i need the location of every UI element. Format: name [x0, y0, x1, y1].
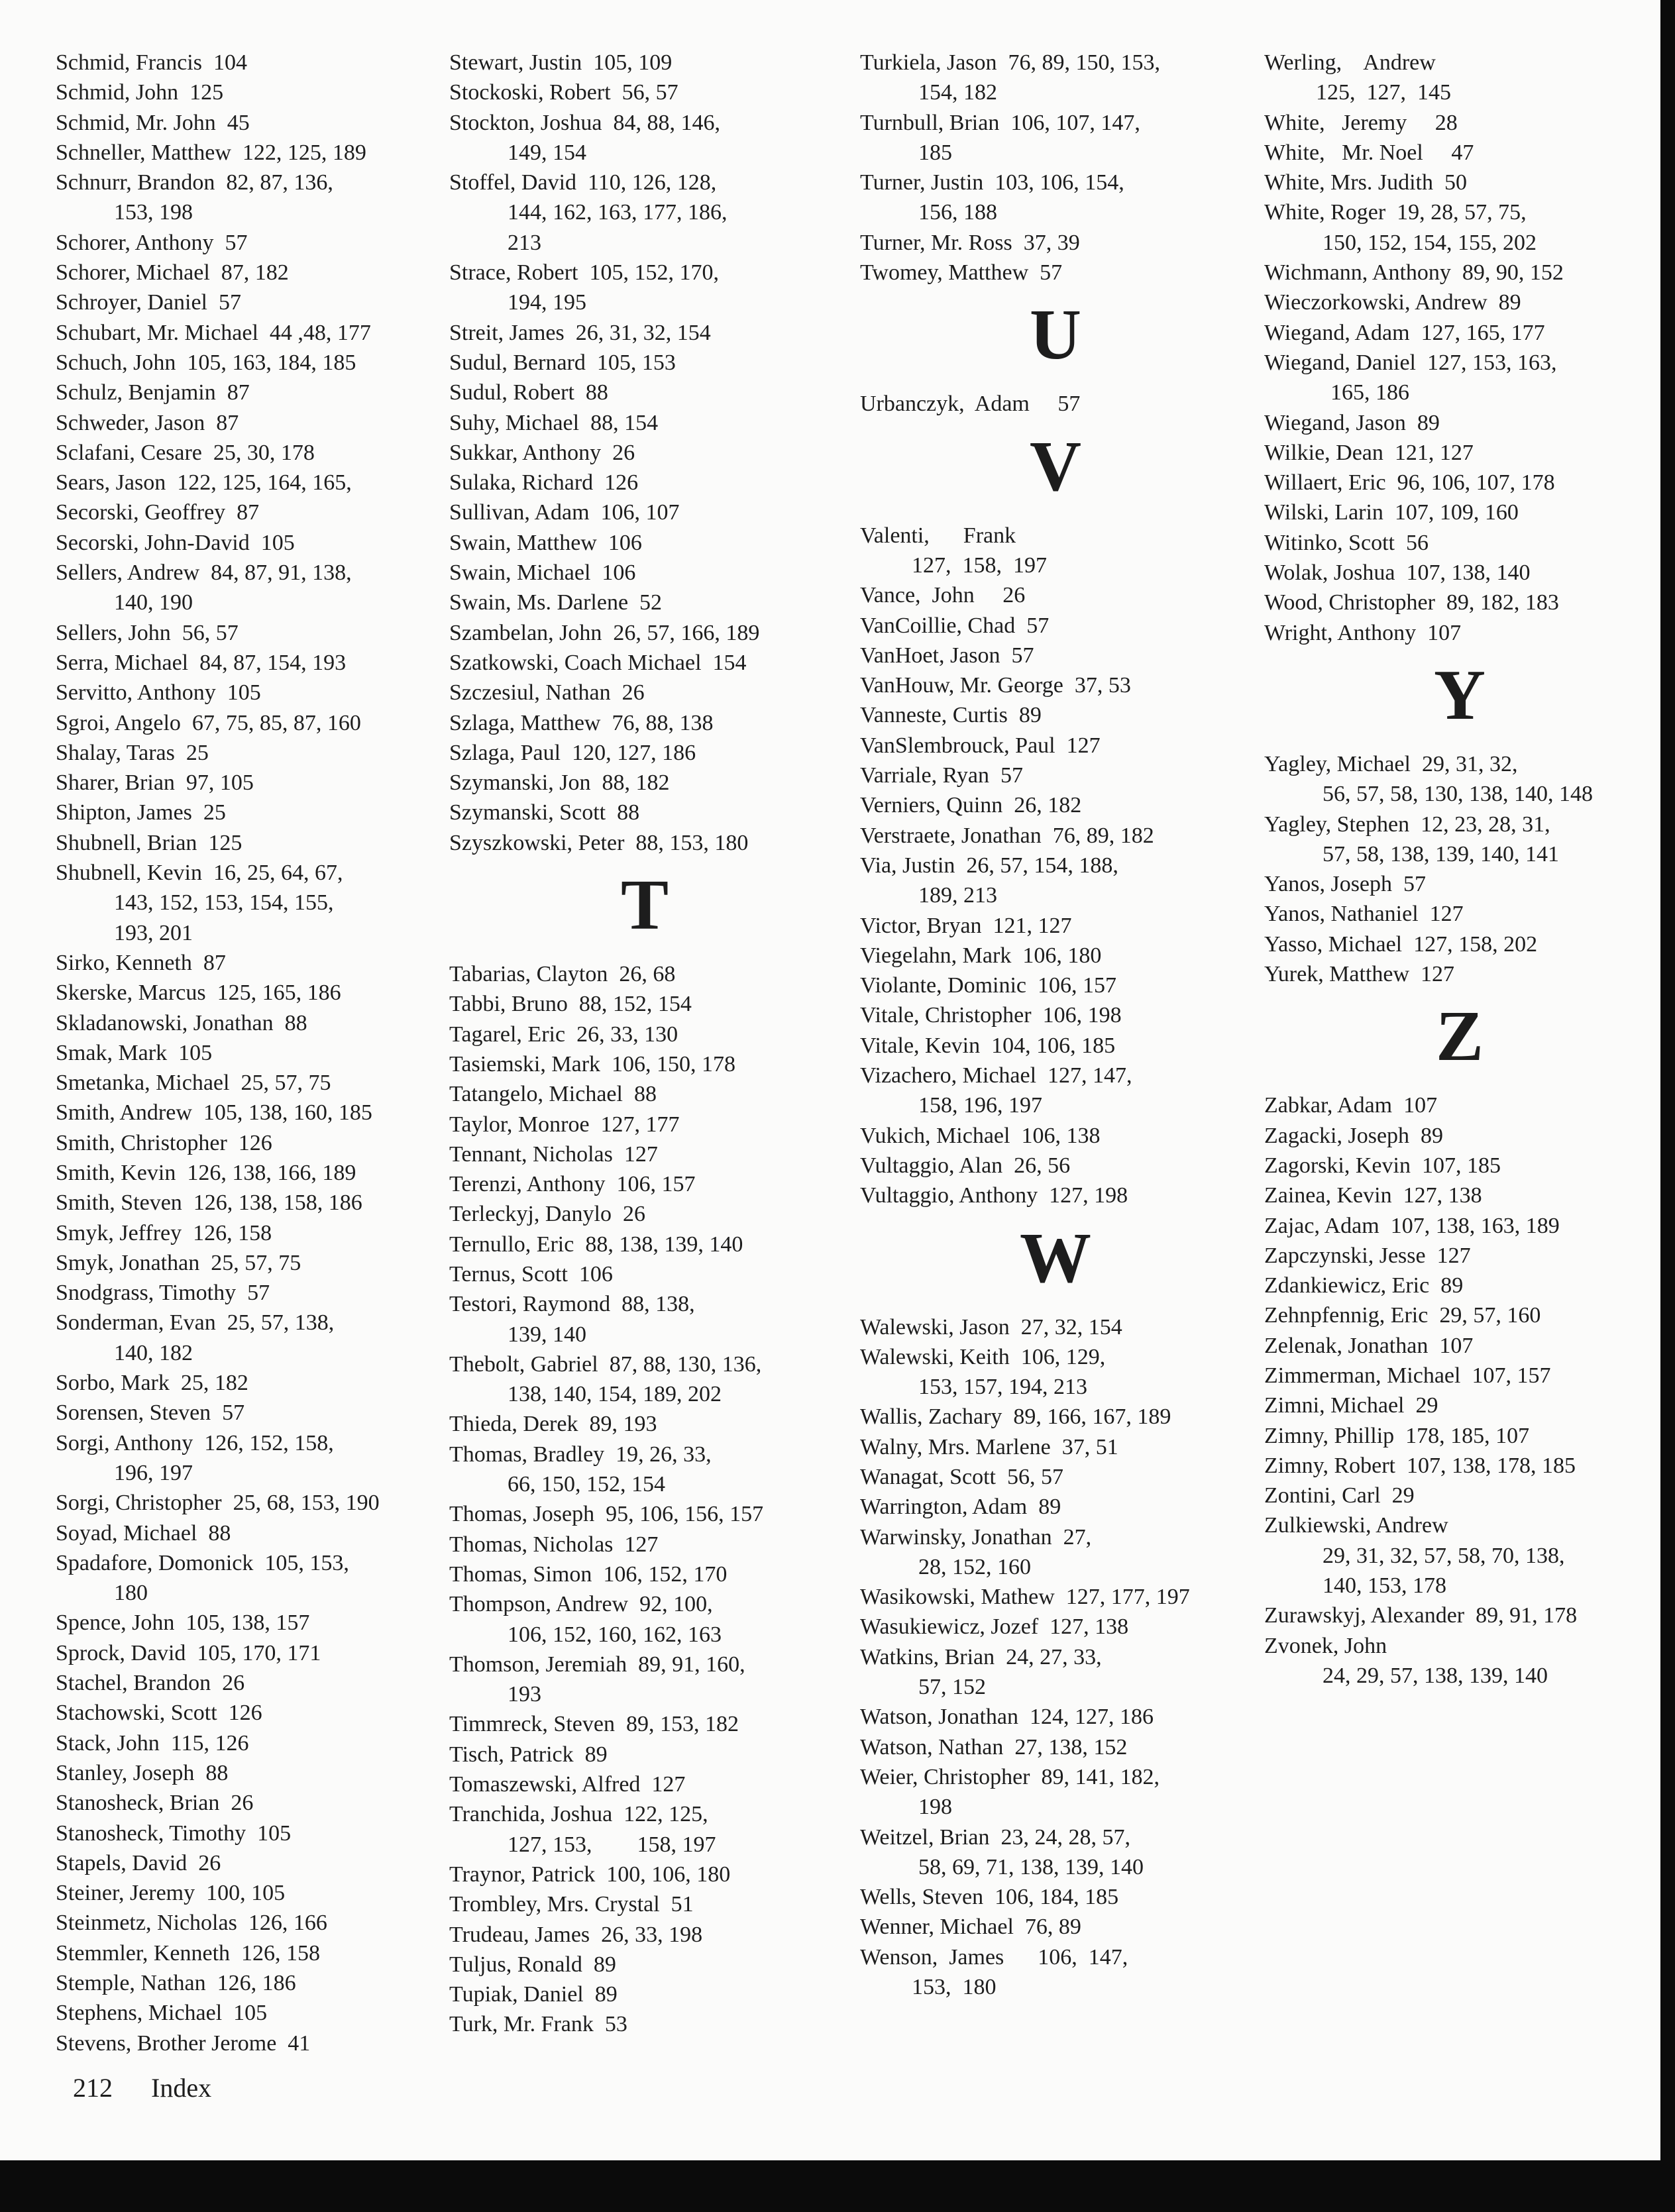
index-entry: Yasso, Michael 127, 158, 202 — [1264, 931, 1538, 957]
index-entry: Yagley, Stephen 12, 23, 28, 31, — [1264, 812, 1550, 837]
index-entry: 194, 195 — [508, 290, 586, 315]
index-entry: Watkins, Brian 24, 27, 33, — [860, 1644, 1102, 1669]
section-letter: U — [1030, 295, 1081, 375]
index-entry: 154, 182 — [918, 80, 997, 105]
index-entry: Sudul, Bernard 105, 153 — [449, 350, 676, 375]
index-entry: Szyszkowski, Peter 88, 153, 180 — [449, 830, 749, 855]
index-entry: 153, 157, 194, 213 — [918, 1375, 1087, 1400]
index-entry: VanCoillie, Chad 57 — [860, 613, 1050, 638]
page-footer — [73, 2072, 211, 2103]
index-entry: Wasukiewicz, Jozef 127, 138 — [860, 1614, 1129, 1640]
page-number: 212 — [73, 2073, 113, 2103]
index-entry: Stephens, Michael 105 — [56, 2001, 268, 2026]
index-entry: Stanley, Joseph 88 — [56, 1760, 229, 1785]
index-entry: Schneller, Matthew 122, 125, 189 — [56, 140, 366, 165]
index-entry: Wichmann, Anthony 89, 90, 152 — [1264, 260, 1564, 286]
index-entry: Vultaggio, Alan 26, 56 — [860, 1153, 1071, 1178]
index-entry: Zimny, Robert 107, 138, 178, 185 — [1264, 1453, 1576, 1478]
index-entry: Verstraete, Jonathan 76, 89, 182 — [860, 823, 1154, 848]
index-entry: Weier, Christopher 89, 141, 182, — [860, 1764, 1160, 1789]
index-entry: Trombley, Mrs. Crystal 51 — [449, 1892, 694, 1917]
index-entry: Thomas, Simon 106, 152, 170 — [449, 1561, 728, 1587]
index-entry: Schubart, Mr. Michael 44 ,48, 177 — [56, 320, 371, 345]
index-entry: Steinmetz, Nicholas 126, 166 — [56, 1911, 327, 1936]
index-entry: Sirko, Kenneth 87 — [56, 950, 226, 975]
index-entry: Tasiemski, Mark 106, 150, 178 — [449, 1051, 736, 1077]
index-entry: 140, 153, 178 — [1323, 1573, 1446, 1599]
index-entry: 149, 154 — [508, 140, 586, 165]
index-entry: 153, 180 — [912, 1975, 997, 2000]
index-entry: Victor, Bryan 121, 127 — [860, 913, 1072, 938]
index-entry: Thebolt, Gabriel 87, 88, 130, 136, — [449, 1351, 762, 1377]
index-entry: Vitale, Christopher 106, 198 — [860, 1003, 1122, 1028]
index-entry: Timmreck, Steven 89, 153, 182 — [449, 1712, 739, 1737]
index-entry: Sorbo, Mark 25, 182 — [56, 1371, 248, 1396]
index-entry: Schuch, John 105, 163, 184, 185 — [56, 350, 356, 375]
index-entry: 180 — [114, 1581, 148, 1606]
index-entry: Zimni, Michael 29 — [1264, 1393, 1438, 1418]
index-entry: Ternullo, Eric 88, 138, 139, 140 — [449, 1232, 743, 1257]
index-entry: Traynor, Patrick 100, 106, 180 — [449, 1862, 731, 1887]
index-entry: Zehnpfennig, Eric 29, 57, 160 — [1264, 1303, 1541, 1328]
index-entry: 56, 57, 58, 130, 138, 140, 148 — [1323, 782, 1593, 807]
index-entry: Smetanka, Michael 25, 57, 75 — [56, 1071, 331, 1096]
index-entry: Warrington, Adam 89 — [860, 1495, 1061, 1520]
index-entry: 185 — [918, 140, 952, 165]
index-entry: VanHouw, Mr. George 37, 53 — [860, 673, 1131, 698]
index-entry: Soyad, Michael 88 — [56, 1520, 231, 1546]
index-entry: VanHoet, Jason 57 — [860, 643, 1034, 668]
index-entry: Zurawskyj, Alexander 89, 91, 178 — [1264, 1603, 1578, 1628]
index-entry: Vance, John 26 — [860, 583, 1026, 608]
index-entry: Szymanski, Jon 88, 182 — [449, 770, 670, 796]
index-entry: Zagorski, Kevin 107, 185 — [1264, 1153, 1501, 1178]
index-entry: Secorski, Geoffrey 87 — [56, 500, 260, 525]
index-entry: Szatkowski, Coach Michael 154 — [449, 650, 747, 675]
index-entry: Tisch, Patrick 89 — [449, 1742, 608, 1767]
index-entry: Zagacki, Joseph 89 — [1264, 1123, 1444, 1148]
index-entry: Schmid, John 125 — [56, 80, 224, 105]
index-entry: Zimny, Phillip 178, 185, 107 — [1264, 1423, 1530, 1448]
index-entry: Urbanczyk, Adam 57 — [860, 392, 1081, 417]
index-entry: 125, 127, 145 — [1316, 80, 1451, 105]
index-entry: Schorer, Anthony 57 — [56, 230, 248, 255]
index-entry: Szambelan, John 26, 57, 166, 189 — [449, 620, 760, 645]
index-entry: Stachowski, Scott 126 — [56, 1701, 262, 1726]
index-entry: 127, 158, 197 — [912, 553, 1047, 578]
index-column-2 — [449, 48, 840, 2040]
index-entry: 193 — [508, 1682, 541, 1707]
index-entry: Sulaka, Richard 126 — [449, 470, 639, 496]
index-entry: Smak, Mark 105 — [56, 1040, 213, 1065]
index-entry: 198 — [918, 1795, 952, 1820]
index-column-1 — [56, 48, 427, 2058]
index-entry: Schnurr, Brandon 82, 87, 136, — [56, 170, 333, 195]
index-entry: Smith, Kevin 126, 138, 166, 189 — [56, 1160, 356, 1185]
index-entry: Zimmerman, Michael 107, 157 — [1264, 1363, 1551, 1388]
index-entry: Thompson, Andrew 92, 100, — [449, 1592, 713, 1617]
index-entry: Thomson, Jeremiah 89, 91, 160, — [449, 1652, 745, 1677]
index-entry: 143, 152, 153, 154, 155, — [114, 890, 334, 916]
index-entry: 127, 153, 158, 197 — [508, 1832, 716, 1857]
index-entry: Schorer, Michael 87, 182 — [56, 260, 289, 286]
index-entry: Zelenak, Jonathan 107 — [1264, 1333, 1474, 1358]
index-entry: Szlaga, Paul 120, 127, 186 — [449, 740, 696, 765]
index-entry: Tennant, Nicholas 127 — [449, 1141, 658, 1167]
index-entry: Yurek, Matthew 127 — [1264, 962, 1455, 987]
index-entry: 144, 162, 163, 177, 186, — [508, 200, 728, 225]
index-entry: Smyk, Jeffrey 126, 158 — [56, 1220, 272, 1245]
index-entry: 24, 29, 57, 138, 139, 140 — [1323, 1663, 1548, 1688]
index-entry: Serra, Michael 84, 87, 154, 193 — [56, 650, 347, 675]
index-entry: Streit, James 26, 31, 32, 154 — [449, 320, 711, 345]
index-entry: Stoffel, David 110, 126, 128, — [449, 170, 717, 195]
index-entry: Stevens, Brother Jerome 41 — [56, 2030, 311, 2056]
index-entry: Varriale, Ryan 57 — [860, 763, 1024, 788]
index-entry: Schmid, Francis 104 — [56, 50, 247, 75]
index-entry: Taylor, Monroe 127, 177 — [449, 1112, 680, 1137]
index-entry: Sgroi, Angelo 67, 75, 85, 87, 160 — [56, 710, 361, 735]
index-entry: Steiner, Jeremy 100, 105 — [56, 1881, 286, 1906]
index-entry: Zabkar, Adam 107 — [1264, 1093, 1438, 1118]
index-entry: Sorensen, Steven 57 — [56, 1400, 245, 1426]
index-entry: Stockton, Joshua 84, 88, 146, — [449, 110, 720, 135]
index-entry: Thomas, Bradley 19, 26, 33, — [449, 1442, 712, 1467]
index-entry: Szymanski, Scott 88 — [449, 800, 640, 825]
index-entry: Tomaszewski, Alfred 127 — [449, 1772, 686, 1797]
index-entry: 189, 213 — [918, 883, 997, 908]
index-entry: Turner, Justin 103, 106, 154, — [860, 170, 1124, 195]
index-entry: Wiegand, Jason 89 — [1264, 410, 1440, 435]
index-entry: 28, 152, 160 — [918, 1554, 1031, 1579]
index-entry: Tagarel, Eric 26, 33, 130 — [449, 1022, 678, 1047]
index-entry: Skerske, Marcus 125, 165, 186 — [56, 980, 341, 1006]
index-entry: Servitto, Anthony 105 — [56, 680, 261, 706]
index-entry: Wallis, Zachary 89, 166, 167, 189 — [860, 1404, 1171, 1430]
index-entry: Szlaga, Matthew 76, 88, 138 — [449, 710, 714, 735]
index-entry: Wasikowski, Mathew 127, 177, 197 — [860, 1585, 1190, 1610]
section-letter: W — [1020, 1218, 1091, 1298]
index-entry: Turk, Mr. Frank 53 — [449, 2012, 627, 2037]
index-entry: Tuljus, Ronald 89 — [449, 1952, 616, 1977]
index-entry: Thieda, Derek 89, 193 — [449, 1412, 657, 1437]
index-entry: Zvonek, John — [1264, 1633, 1387, 1658]
index-entry: Vukich, Michael 106, 138 — [860, 1123, 1101, 1148]
scan-edge-right — [1660, 0, 1675, 2212]
index-entry: Shalay, Taras 25 — [56, 740, 209, 765]
index-entry: Sharer, Brian 97, 105 — [56, 770, 254, 796]
index-entry: Wenson, James 106, 147, — [860, 1944, 1128, 1970]
index-entry: Sellers, John 56, 57 — [56, 620, 239, 645]
index-entry: Sullivan, Adam 106, 107 — [449, 500, 680, 525]
index-entry: Tabbi, Bruno 88, 152, 154 — [449, 992, 692, 1017]
index-entry: Sorgi, Anthony 126, 152, 158, — [56, 1430, 334, 1455]
index-entry: Wolak, Joshua 107, 138, 140 — [1264, 560, 1531, 586]
index-entry: 165, 186 — [1330, 380, 1409, 405]
index-entry: Sudul, Robert 88 — [449, 380, 608, 405]
index-entry: Willaert, Eric 96, 106, 107, 178 — [1264, 470, 1555, 496]
index-entry: 158, 196, 197 — [918, 1093, 1042, 1118]
section-letter: Y — [1434, 655, 1486, 735]
index-entry: Sellers, Andrew 84, 87, 91, 138, — [56, 560, 352, 586]
index-entry: Wanagat, Scott 56, 57 — [860, 1464, 1063, 1489]
index-entry: 58, 69, 71, 138, 139, 140 — [918, 1854, 1144, 1879]
index-entry: Terenzi, Anthony 106, 157 — [449, 1172, 696, 1197]
index-entry: Stack, John 115, 126 — [56, 1730, 249, 1756]
index-entry: Via, Justin 26, 57, 154, 188, — [860, 853, 1118, 878]
index-entry: Spence, John 105, 138, 157 — [56, 1610, 310, 1636]
index-column-3 — [860, 48, 1251, 2002]
index-entry: VanSlembrouck, Paul 127 — [860, 733, 1101, 758]
index-entry: Ternus, Scott 106 — [449, 1261, 613, 1287]
index-entry: Wells, Steven 106, 184, 185 — [860, 1885, 1119, 1910]
index-entry: Tatangelo, Michael 88 — [449, 1082, 657, 1107]
index-entry: 139, 140 — [508, 1322, 586, 1347]
index-entry: Tranchida, Joshua 122, 125, — [449, 1802, 708, 1827]
index-entry: Secorski, John-David 105 — [56, 530, 295, 555]
index-entry: Sclafani, Cesare 25, 30, 178 — [56, 440, 315, 465]
index-entry: Yanos, Joseph 57 — [1264, 872, 1427, 897]
index-entry: Wright, Anthony 107 — [1264, 620, 1462, 645]
index-entry: Walny, Mrs. Marlene 37, 51 — [860, 1434, 1118, 1459]
index-entry: Zajac, Adam 107, 138, 163, 189 — [1264, 1213, 1560, 1238]
index-entry: Stapels, David 26 — [56, 1850, 221, 1875]
index-entry: Terleckyj, Danylo 26 — [449, 1202, 645, 1227]
index-entry: 29, 31, 32, 57, 58, 70, 138, — [1323, 1543, 1565, 1568]
index-entry: Werling, Andrew — [1264, 50, 1436, 75]
index-entry: Wood, Christopher 89, 182, 183 — [1264, 590, 1559, 615]
section-letter: T — [620, 866, 669, 945]
section-label: Index — [151, 2073, 212, 2103]
index-entry: Sukkar, Anthony 26 — [449, 440, 635, 465]
index-entry: White, Roger 19, 28, 57, 75, — [1264, 200, 1527, 225]
index-entry: Walewski, Keith 106, 129, — [860, 1344, 1106, 1369]
index-entry: Tupiak, Daniel 89 — [449, 1982, 618, 2007]
index-entry: Zdankiewicz, Eric 89 — [1264, 1273, 1464, 1298]
index-column-4 — [1264, 48, 1655, 1691]
index-entry: Sprock, David 105, 170, 171 — [56, 1640, 321, 1665]
index-entry: Stockoski, Robert 56, 57 — [449, 80, 678, 105]
index-entry: Stemple, Nathan 126, 186 — [56, 1971, 296, 1995]
index-entry: Swain, Ms. Darlene 52 — [449, 590, 663, 615]
index-entry: Zulkiewski, Andrew — [1264, 1513, 1448, 1538]
index-entry: Schweder, Jason 87 — [56, 410, 239, 435]
index-entry: Witinko, Scott 56 — [1264, 530, 1429, 555]
index-entry: Vizachero, Michael 127, 147, — [860, 1063, 1132, 1088]
index-entry: 57, 58, 138, 139, 140, 141 — [1323, 841, 1559, 867]
index-entry: Strace, Robert 105, 152, 170, — [449, 260, 719, 286]
index-entry: Thomas, Nicholas 127 — [449, 1532, 659, 1557]
index-entry: 150, 152, 154, 155, 202 — [1323, 230, 1537, 255]
index-entry: White, Mr. Noel 47 — [1264, 140, 1474, 165]
index-entry: Turkiela, Jason 76, 89, 150, 153, — [860, 50, 1161, 75]
index-entry: 140, 182 — [114, 1340, 193, 1365]
index-entry: White, Jeremy 28 — [1264, 110, 1458, 135]
index-entry: Shipton, James 25 — [56, 800, 226, 825]
index-entry: 57, 152 — [918, 1675, 986, 1700]
index-entry: 106, 152, 160, 162, 163 — [508, 1622, 722, 1647]
index-entry: Zainea, Kevin 127, 138 — [1264, 1183, 1482, 1208]
index-entry: Stemmler, Kenneth 126, 158 — [56, 1940, 321, 1966]
index-entry: Sonderman, Evan 25, 57, 138, — [56, 1310, 335, 1336]
index-entry: Wieczorkowski, Andrew 89 — [1264, 290, 1521, 315]
index-entry: 193, 201 — [114, 920, 193, 945]
index-entry: Vanneste, Curtis 89 — [860, 703, 1042, 728]
index-entry: Swain, Michael 106 — [449, 560, 636, 586]
index-entry: Walewski, Jason 27, 32, 154 — [860, 1314, 1122, 1340]
index-entry: Tabarias, Clayton 26, 68 — [449, 962, 676, 987]
index-entry: Suhy, Michael 88, 154 — [449, 410, 659, 435]
index-entry: Shubnell, Brian 125 — [56, 830, 243, 855]
index-entry: Turner, Mr. Ross 37, 39 — [860, 230, 1080, 255]
index-entry: Twomey, Matthew 57 — [860, 260, 1063, 286]
index-entry: Watson, Nathan 27, 138, 152 — [860, 1734, 1128, 1760]
index-entry: Smyk, Jonathan 25, 57, 75 — [56, 1250, 301, 1275]
index-entry: Turnbull, Brian 106, 107, 147, — [860, 110, 1140, 135]
index-entry: 156, 188 — [918, 200, 997, 225]
index-entry: Schulz, Benjamin 87 — [56, 380, 250, 405]
index-entry: Zontini, Carl 29 — [1264, 1483, 1415, 1508]
index-entry: Wilski, Larin 107, 109, 160 — [1264, 500, 1519, 525]
index-entry: Vultaggio, Anthony 127, 198 — [860, 1183, 1128, 1208]
index-entry: 153, 198 — [114, 200, 193, 225]
index-entry: 66, 150, 152, 154 — [508, 1472, 665, 1497]
index-entry: White, Mrs. Judith 50 — [1264, 170, 1467, 195]
index-entry: Violante, Dominic 106, 157 — [860, 973, 1117, 998]
index-entry: 196, 197 — [114, 1460, 193, 1485]
index-entry: Watson, Jonathan 124, 127, 186 — [860, 1705, 1154, 1730]
index-entry: Sorgi, Christopher 25, 68, 153, 190 — [56, 1491, 380, 1516]
index-entry: Szczesiul, Nathan 26 — [449, 680, 645, 706]
index-entry: Swain, Matthew 106 — [449, 530, 642, 555]
index-entry: Schroyer, Daniel 57 — [56, 290, 242, 315]
scan-edge-bottom — [0, 2160, 1675, 2212]
index-entry: Yagley, Michael 29, 31, 32, — [1264, 751, 1518, 776]
index-entry: 140, 190 — [114, 590, 193, 615]
index-entry: Yanos, Nathaniel 127 — [1264, 902, 1464, 927]
index-entry: 138, 140, 154, 189, 202 — [508, 1382, 722, 1407]
index-entry: Wilkie, Dean 121, 127 — [1264, 440, 1474, 465]
index-entry: 213 — [508, 230, 541, 255]
index-entry: Stewart, Justin 105, 109 — [449, 50, 673, 75]
index-entry: Wiegand, Daniel 127, 153, 163, — [1264, 350, 1557, 375]
index-entry: Valenti, Frank — [860, 523, 1016, 548]
index-entry: Smith, Christopher 126 — [56, 1130, 272, 1155]
index-entry: Thomas, Joseph 95, 106, 156, 157 — [449, 1502, 764, 1527]
index-entry: Warwinsky, Jonathan 27, — [860, 1524, 1092, 1550]
index-entry: Trudeau, James 26, 33, 198 — [449, 1922, 703, 1947]
index-entry: Weitzel, Brian 23, 24, 28, 57, — [860, 1824, 1131, 1850]
index-entry: Smith, Andrew 105, 138, 160, 185 — [56, 1100, 372, 1126]
index-entry: Stachel, Brandon 26 — [56, 1671, 245, 1696]
section-letter: V — [1030, 427, 1081, 506]
index-entry: Viegelahn, Mark 106, 180 — [860, 943, 1102, 968]
index-entry: Wenner, Michael 76, 89 — [860, 1915, 1081, 1940]
index-entry: Wiegand, Adam 127, 165, 177 — [1264, 320, 1545, 345]
index-entry: Snodgrass, Timothy 57 — [56, 1281, 270, 1306]
index-entry: Vitale, Kevin 104, 106, 185 — [860, 1033, 1116, 1058]
index-entry: Testori, Raymond 88, 138, — [449, 1292, 695, 1317]
index-entry: Smith, Steven 126, 138, 158, 186 — [56, 1190, 362, 1216]
section-letter: Z — [1435, 997, 1484, 1077]
index-entry: Sears, Jason 122, 125, 164, 165, — [56, 470, 352, 496]
index-entry: Zapczynski, Jesse 127 — [1264, 1243, 1471, 1268]
index-entry: Shubnell, Kevin 16, 25, 64, 67, — [56, 861, 343, 886]
index-entry: Stanosheck, Timothy 105 — [56, 1820, 292, 1846]
index-entry: Verniers, Quinn 26, 182 — [860, 793, 1082, 818]
index-entry: Skladanowski, Jonathan 88 — [56, 1010, 307, 1035]
index-entry: Spadafore, Domonick 105, 153, — [56, 1550, 349, 1575]
index-entry: Stanosheck, Brian 26 — [56, 1791, 254, 1816]
index-entry: Schmid, Mr. John 45 — [56, 110, 250, 135]
